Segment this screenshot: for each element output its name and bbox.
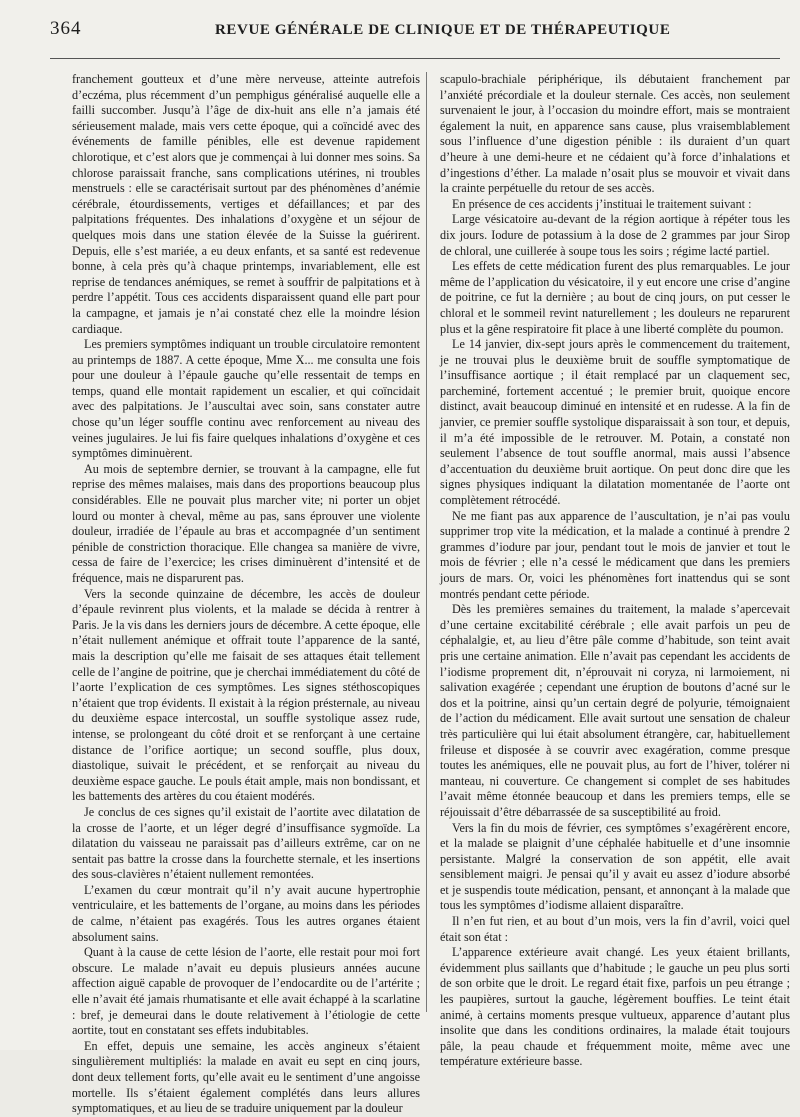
paragraph: Les premiers symptômes indiquant un trouble circulatoire remontent au printemps de 1887. A cette époque, Mme X... me consulta une fois pour une douleur à l’épaule gauche qu’elle ressentait de temps en temps, quand elle montait rapidement un escalier, et qui coïncidait avec des palpitations. Je l’auscultai avec soin, sans constater autre chose qu’un léger souffle continu avec renforcement au niveau des veines jugulaires. Je lui fis faire quelques inhalations d’oxygène et ces symptômes diminuèrent. xyxy=(72,337,420,461)
column-divider xyxy=(426,72,427,1012)
paragraph: L’examen du cœur montrait qu’il n’y avait aucune hypertrophie ventriculaire, et les battements de l’organe, au moins dans les périodes de calme, n’étaient pas exagérés. Tous les autres organes étaient absolument sains. xyxy=(72,882,420,944)
page-header xyxy=(50,14,780,46)
paragraph: Dès les premières semaines du traitement, la malade s’apercevait d’une certaine excitabilité cérébrale ; elle avait parfois un peu de céphalalgie, et, au lieu d’être pâle comme d’habitude, son teint avait pris une certaine animation. Elle n’avait pas cependant les accidents de l’iodisme proprement dit, n’éprouvait ni coryza, ni larmoiement, ni salivation exagérée ; cependant une éruption de boutons d’acné sur le dos et la poitrine, ainsi qu’un certain degré de polyurie, témoignaient de l’action du médicament. Elle avait surtout une sensation de chaleur très particulière qui lui était absolument étrangère, car, habituellement frileuse et disposée à se couvrir avec exagération, comme presque toutes les anémiques, elle ne pouvait plus, au fort de l’hiver, tolérer ni manteau, ni couverture. Ce changement si complet de ses habitudes l’avait même étonnée beaucoup et dans les premiers temps, elle se réjouissait d’être débarrassée de sa susceptibilité au froid. xyxy=(440,602,790,819)
left-column xyxy=(72,72,420,1117)
header-rule xyxy=(50,58,780,59)
paragraph: franchement goutteux et d’une mère nerveuse, atteinte autrefois d’eczéma, plus récemment d’un pemphigus généralisé auquelle elle a failli succomber. Jusqu’à l’âge de dix-huit ans elle n’a jamais été sérieusement malade, mais vers cette époque, qui a coïncidé avec des événements de famille pénibles, elle est devenue rapidement chlorotique, et c’est alors que je commençai à lui donner mes soins. Sa chlorose paraissait franche, sans complications utérines, ni troubles menstruels : elle se caractérisait surtout par des phénomènes d’anémie cérébrale, étourdissements, vertiges et défaillances; et par des palpitations fréquentes. Des inhalations d’oxygène et un séjour de quelques mois dans une station élevée de la Suisse la guérirent. Depuis, elle s’est mariée, a eu deux enfants, et sa santé est redevenue bonne, à cela près qu’à chaque printemps, invariablement, elle est reprise de tendances anémiques, se remet à souffrir de palpitations et à perdre l’appétit. Tous ces accidents disparaissent quand elle part pour la campagne, et jamais je n’ai constaté chez elle la moindre lésion cardiaque. xyxy=(72,72,420,336)
paragraph: Vers la seconde quinzaine de décembre, les accès de douleur d’épaule revinrent plus violents, et la malade se décida à rentrer à Paris. Je la vis dans les derniers jours de décembre. A cette époque, elle n’était nullement anémique et offrait toute l’apparence de la santé, mais la description qu’elle me faisait de ses attaques était tellement celle de l’angine de poitrine, que je cherchai immédiatement du côté de l’aorte l’explication de ces symptômes. Les signes stéthoscopiques n’étaient que trop évidents. Il existait à la région présternale, au niveau du deuxième espace intercostal, un souffle systolique assez rude, intense, se prolongeant du côté droit et se renforçant à une certaine distance de l’orifice aortique; un second souffle, plus doux, diastolique, suivait le précédent, et se renforçait au niveau du deuxième espace gauche. Le pouls était ample, mais non bondissant, et les battements des artères du cou étaient modérés. xyxy=(72,586,420,804)
page-number: 364 xyxy=(50,18,82,39)
paragraph: Quant à la cause de cette lésion de l’aorte, elle restait pour moi fort obscure. Le malade n’avait eu depuis plusieurs années aucune affection aiguë capable de provoquer de l’endocardite ou de l’artérite ; elle n’avait été jamais rhumatisante et elle avait échappé à la scarlatine : bref, je demeurai dans le doute relativement à l’étiologie de cette aortite, tout en constatant ses effets indubitables. xyxy=(72,945,420,1038)
paragraph: Les effets de cette médication furent des plus remarquables. Le jour même de l’application du vésicatoire, il y eut encore une crise d’angine de poitrine, ce fut la dernière ; au bout de cinq jours, on put cesser le chloral et le sommeil revint naturellement ; les douleurs ne reparurent plus et la gêne respiratoire fit place à une liberté complète du poumon. xyxy=(440,259,790,336)
paragraph: Au mois de septembre dernier, se trouvant à la campagne, elle fut reprise des mêmes malaises, mais dans des proportions beaucoup plus considérables. Elle ne pouvait plus marcher vite; ni porter un objet lourd ou monter à cheval, même au pas, sans éprouver une violente douleur, irradiée de l’épaule au bras et accompagnée d’un sentiment pénible de constriction thoracique. Elle changea sa manière de vivre, cessa de faire de l’exercice; les crises diminuèrent d’intensité et de fréquence, mais ne disparurent pas. xyxy=(72,461,420,585)
paragraph: En présence de ces accidents j’instituai le traitement suivant : xyxy=(452,196,752,211)
paragraph: Le 14 janvier, dix-sept jours après le commencement du traitement, je ne trouvai plus le deuxième bruit de souffle symptomatique de l’insuffisance aortique ; il était remplacé par un claquement sec, parcheminé, fortement accentué ; le premier bruit, quoique encore distinct, avait beaucoup diminué en intensité et en rudesse. A la fin de janvier, ce premier souffle systolique disparaissait à son tour, et depuis, il m’a été impossible de le retrouver. M. Potain, a constaté non seulement l’absence de tout souffle anormal, mais aussi l’absence d’accentuation du deuxième bruit aortique. On peut donc dire que les signes physiques indiquant la dilatation momentanée de l’aorte ont complètement rétrocédé. xyxy=(440,337,790,508)
paragraph: Large vésicatoire au-devant de la région aortique à répéter tous les dix jours. Iodure de potassium à la dose de 2 grammes par jour Sirop de chloral, une cuillerée à soupe tous les soirs ; régime lacté partiel. xyxy=(440,212,790,258)
paragraph: Vers la fin du mois de février, ces symptômes s’exagérèrent encore, et la malade se plaignit d’une céphalée habituelle et d’une insomnie persistante. Malgré la conservation de son appétit, elle avait sensiblement maigri. Je pensai qu’il y avait eu assez d’iodure absorbé et je suspendis toute médication, pensant, et annonçant à la malade que tous les symptômes d’iodisme allaient disparaître. xyxy=(440,820,790,913)
paragraph: scapulo-brachiale périphérique, ils débutaient franchement par l’anxiété précordiale et la douleur sternale. Ces accès, non seulement survenaient le jour, à l’occasion du moindre effort, mais se montraient également la nuit, en apparence sans cause, plus vraisemblablement sous l’influence d’une digestion pénible : ils duraient d’un quart d’heure à une demi-heure et ne cédaient qu’à force d’inhalations et d’ingestions d’éther. La malade n’osait plus se mouvoir et vivait dans la crainte perpétuelle du retour de ses accès. xyxy=(440,72,790,196)
paragraph: En effet, depuis une semaine, les accès angineux s’étaient singulièrement multipliés: la malade en avait eu sept en cinq jours, dont deux tellement forts, qu’elle avait eu le sentiment d’une angoisse mortelle. Ils s’étaient également complétés dans leurs allures symptomatiques, et au lieu de se traduire uniquement par la douleur xyxy=(72,1038,420,1116)
paragraph: Ne me fiant pas aux apparence de l’auscultation, je n’ai pas voulu supprimer trop vite la médication, et la malade a continué à prendre 2 grammes d’iodure par jour, pendant tout le mois de janvier et tout le mois de février ; elle n’a cessé le médicament que dans les premiers jours de mars. Or, voici les phénomènes fort inattendus qui se sont montrés pendant cette période. xyxy=(440,508,790,601)
running-title: REVUE GÉNÉRALE DE CLINIQUE ET DE THÉRAPEUTIQUE xyxy=(215,22,671,38)
paragraph: Je conclus de ces signes qu’il existait de l’aortite avec dilatation de la crosse de l’aorte, et un léger degré d’insuffisance sygmoïde. La dilatation du vaisseau ne paraissait pas d’ailleurs extrême, car on ne sentait pas battre la crosse dans la fourchette sternale, et les insertions des sous-clavières n’étaient nullement remontées. xyxy=(72,804,420,882)
right-column xyxy=(440,72,790,1070)
paragraph: Il n’en fut rien, et au bout d’un mois, vers la fin d’avril, voici quel était son état : xyxy=(440,914,790,944)
paragraph: L’apparence extérieure avait changé. Les yeux étaient brillants, évidemment plus saillants que d’habitude ; le gauche un peu plus sorti de son orbite que le droit. Le regard était fixe, parfois un peu étrange ; les paupières, surtout la gauche, légèrement bouffies. Le teint était animé, à certains moments presque vultueux, apparence d’autant plus insolite que dans les conditions ordinaires, la malade était toujours pâle, la peau chaude et fréquemment moite, même avec une température extérieure basse. xyxy=(440,945,790,1069)
